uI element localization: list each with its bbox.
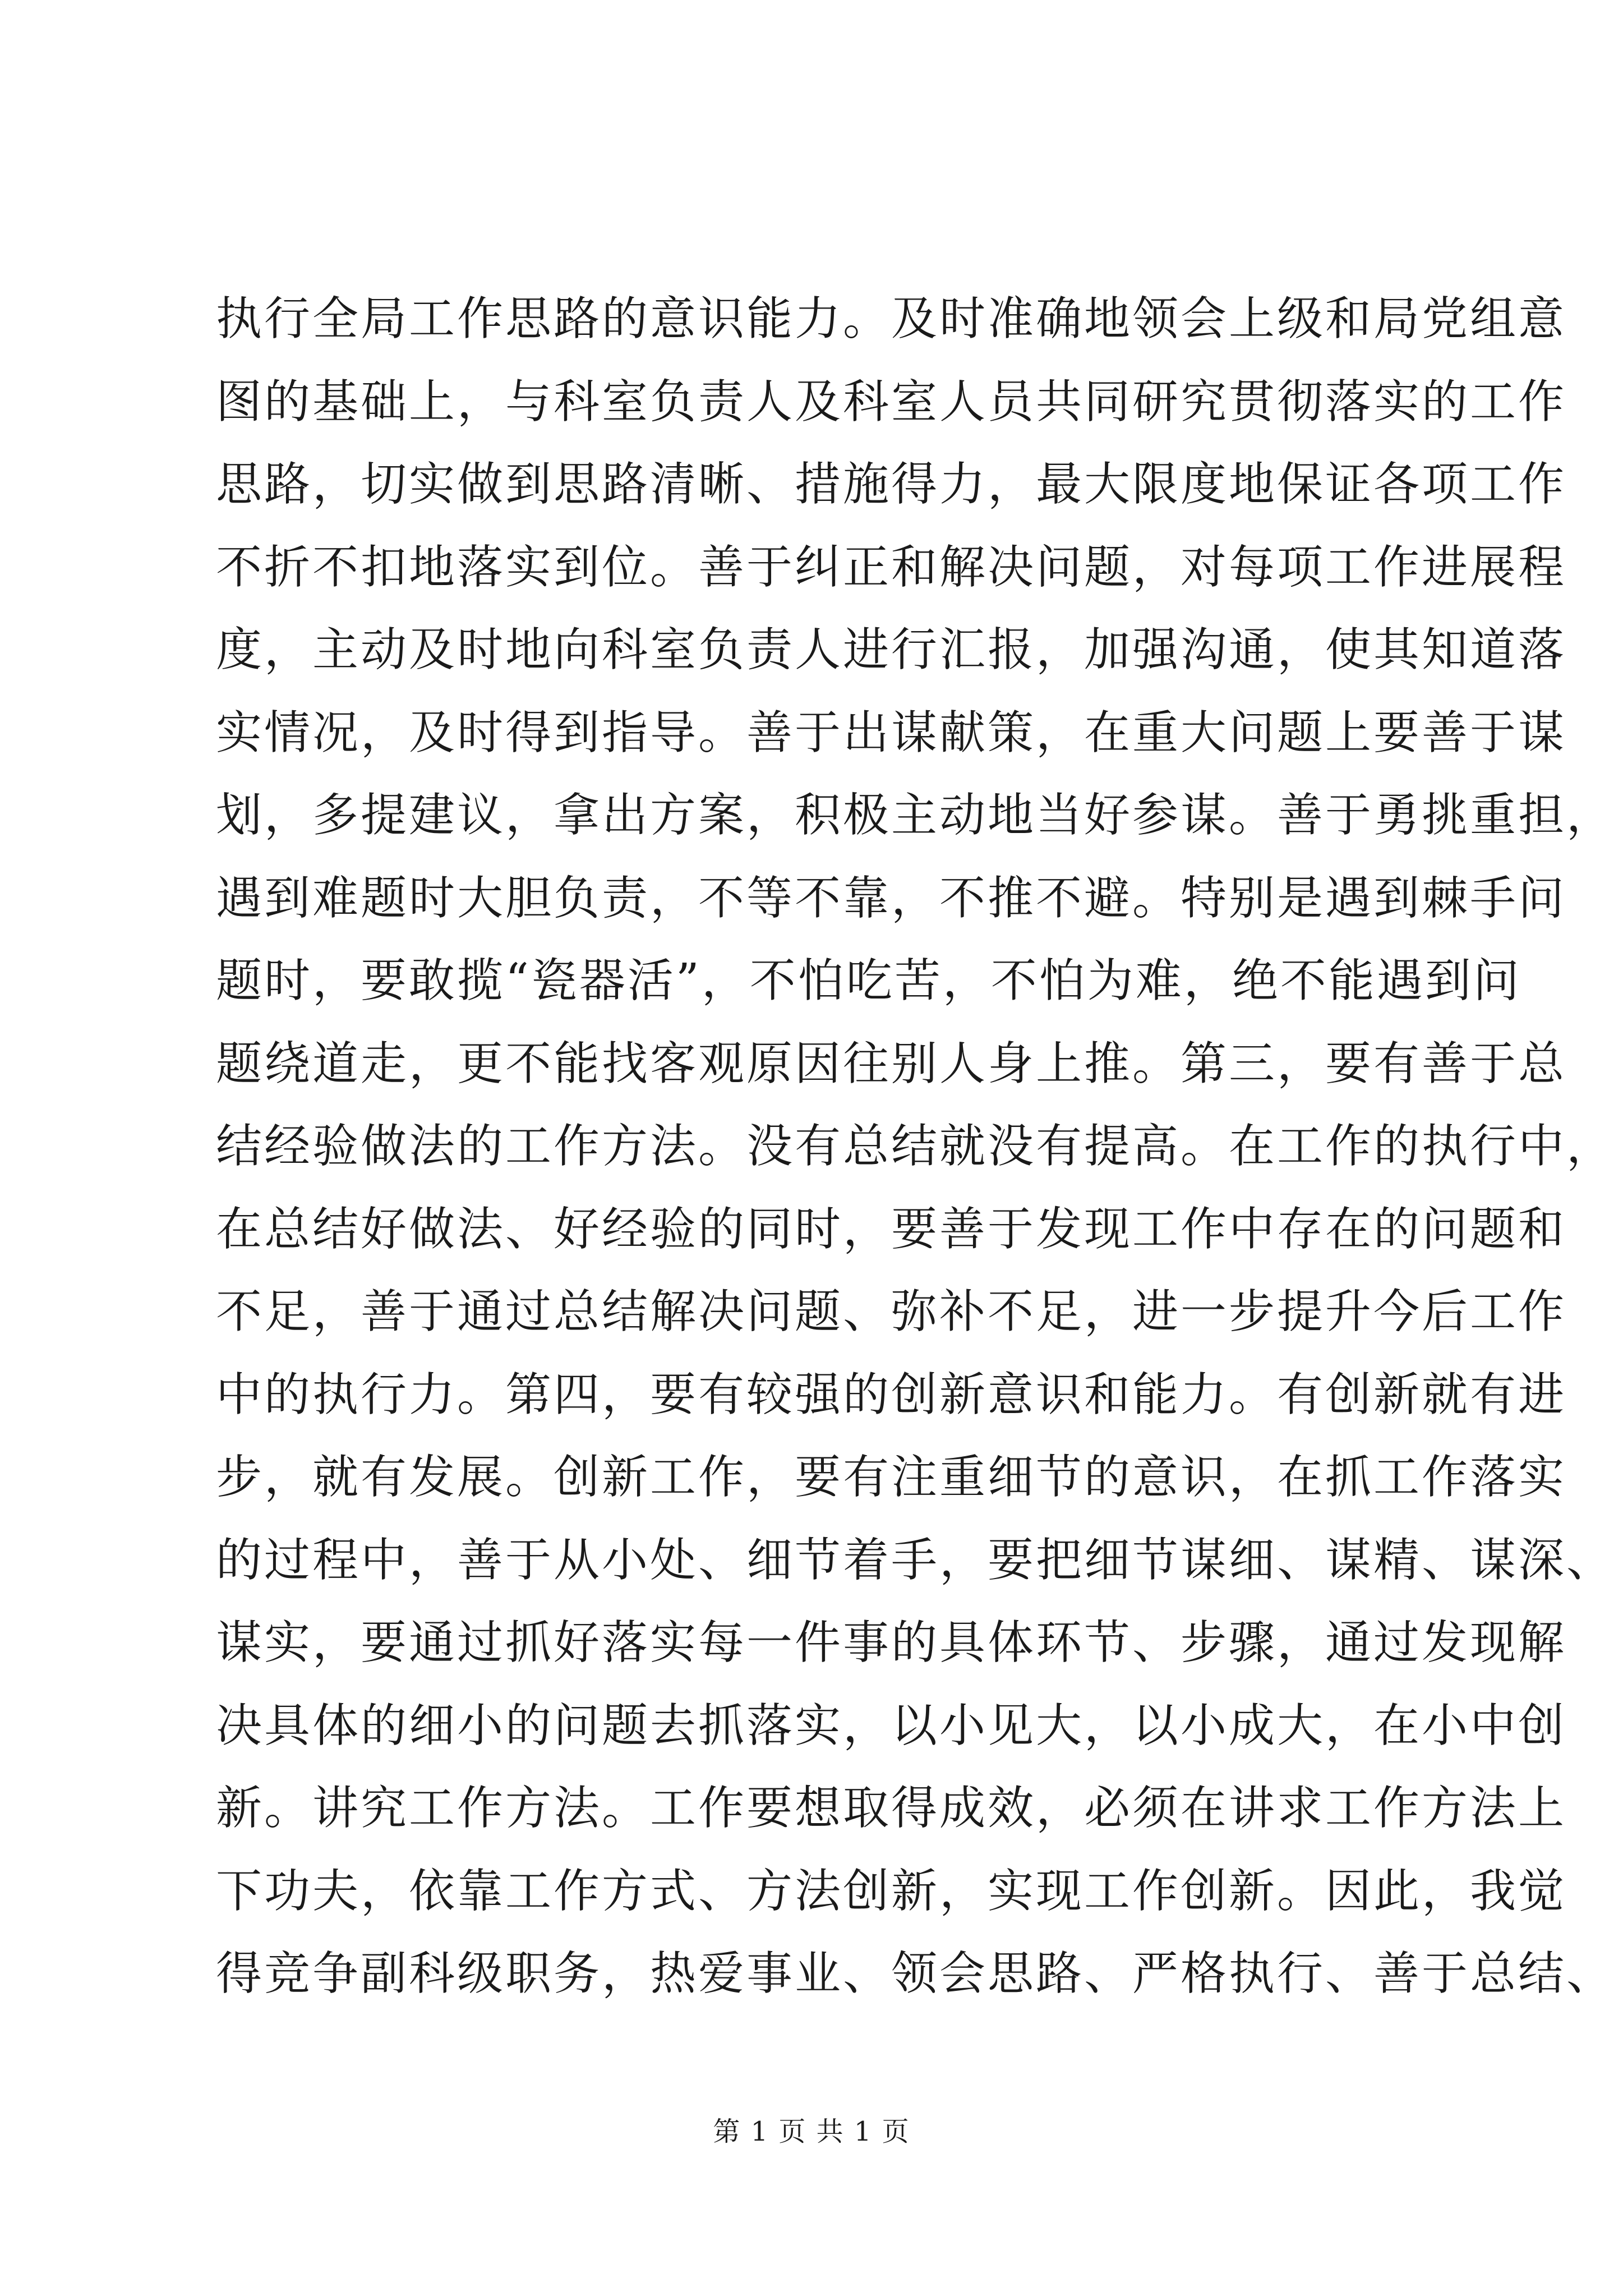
text-line: 题绕道走，更不能找客观原因往别人身上推。第三，要有善于总 (216, 1037, 1567, 1091)
text-line: 步，就有发展。创新工作，要有注重细节的意识，在抓工作落实 (216, 1451, 1567, 1504)
text-line: 得竞争副科级职务，热爱事业、领会思路、严格执行、善于总结、 (216, 1947, 1615, 2000)
text-line: 题时，要敢揽“瓷器活”，不怕吃苦，不怕为难，绝不能遇到问 (216, 954, 1521, 1007)
text-line: 实情况，及时得到指导。善于出谋献策，在重大问题上要善于谋 (216, 706, 1567, 760)
text-line: 结经验做法的工作方法。没有总结就没有提高。在工作的执行中， (216, 1120, 1615, 1173)
text-line: 划，多提建议，拿出方案，积极主动地当好参谋。善于勇挑重担， (216, 789, 1615, 842)
page-footer: 第 1 页 共 1 页 (713, 2116, 910, 2147)
text-line: 度，主动及时地向科室负责人进行汇报，加强沟通，使其知道落 (216, 623, 1567, 677)
text-line: 不足，善于通过总结解决问题、弥补不足，进一步提升今后工作 (216, 1285, 1567, 1338)
text-line: 新。讲究工作方法。工作要想取得成效，必须在讲求工作方法上 (216, 1782, 1567, 1835)
text-line: 遇到难题时大胆负责，不等不靠，不推不避。特别是遇到棘手问 (216, 871, 1567, 925)
text-line: 执行全局工作思路的意识能力。及时准确地领会上级和局党组意 (216, 292, 1567, 346)
text-line: 决具体的细小的问题去抓落实，以小见大，以小成大，在小中创 (216, 1699, 1567, 1752)
text-line: 思路，切实做到思路清晰、措施得力，最大限度地保证各项工作 (216, 458, 1567, 511)
text-line: 的过程中，善于从小处、细节着手，要把细节谋细、谋精、谋深、 (216, 1533, 1615, 1587)
text-line: 谋实，要通过抓好落实每一件事的具体环节、步骤，通过发现解 (216, 1616, 1567, 1669)
text-line: 下功夫，依靠工作方式、方法创新，实现工作创新。因此，我觉 (216, 1864, 1567, 1918)
text-line: 在总结好做法、好经验的同时，要善于发现工作中存在的问题和 (216, 1202, 1567, 1256)
text-line: 中的执行力。第四，要有较强的创新意识和能力。有创新就有进 (216, 1368, 1567, 1421)
text-line: 不折不扣地落实到位。善于纠正和解决问题，对每项工作进展程 (216, 540, 1567, 594)
body-text (216, 278, 1615, 2016)
text-line: 图的基础上，与科室负责人及科室人员共同研究贯彻落实的工作 (216, 375, 1567, 429)
